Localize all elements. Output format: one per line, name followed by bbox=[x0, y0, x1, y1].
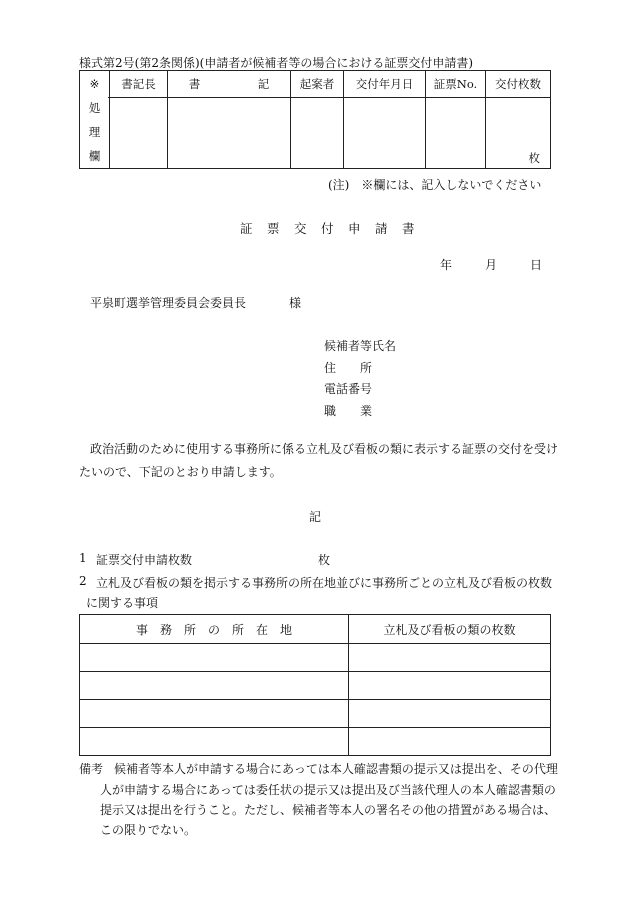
item1-unit: 枚 bbox=[318, 553, 331, 567]
side-char-ri: 理 bbox=[88, 125, 101, 139]
page-title: 証 票 交 付 申 請 書 bbox=[240, 221, 416, 236]
office-header-location: 事 務 所 の 所 在 地 bbox=[80, 615, 349, 644]
remarks-line2: 人が申請する場合にあっては委任状の提示又は提出及び当該代理人の本人確認書類の bbox=[100, 783, 556, 797]
header-shoki: 書 記 bbox=[168, 71, 291, 98]
item2-line2: に関する事項 bbox=[86, 596, 159, 610]
note: (注) ※欄には、記入しないでください bbox=[328, 178, 542, 192]
cell-kofu-count[interactable] bbox=[486, 98, 551, 169]
header-kianja: 起案者 bbox=[291, 71, 344, 98]
item1-label: 証票交付申請枚数 bbox=[96, 553, 193, 567]
item2-number: 2 bbox=[79, 574, 87, 588]
processing-side-label bbox=[80, 98, 110, 169]
table-row bbox=[80, 728, 551, 756]
header-shokicho: 書記長 bbox=[110, 71, 168, 98]
header-shohyo-no: 証票No. bbox=[426, 71, 486, 98]
office-count-cell[interactable] bbox=[349, 672, 551, 700]
cell-kofu-date[interactable] bbox=[344, 98, 426, 169]
table-row bbox=[80, 644, 551, 672]
cell-kianja[interactable] bbox=[291, 98, 344, 169]
office-header-count: 立札及び看板の類の枚数 bbox=[349, 615, 551, 644]
field-phone: 電話番号 bbox=[324, 382, 373, 396]
side-char-ran: 欄 bbox=[88, 149, 101, 163]
office-count-cell[interactable] bbox=[349, 728, 551, 756]
remarks-line1: 候補者等本人が申請する場合にあっては本人確認書類の提示又は提出を、その代理 bbox=[114, 762, 558, 776]
remarks-label: 備考 bbox=[79, 762, 104, 776]
merged-cell-cover bbox=[80, 97, 108, 99]
processing-mark: ※ bbox=[89, 77, 100, 91]
remarks-line3: 提示又は提出を行うこと。ただし、候補者等本人の署名その他の措置がある場合は、 bbox=[100, 803, 557, 817]
cell-shokicho[interactable] bbox=[110, 98, 168, 169]
addressee: 平泉町選挙管理委員会委員長 bbox=[90, 296, 247, 310]
cell-shohyo-no[interactable] bbox=[426, 98, 486, 169]
office-location-cell[interactable] bbox=[80, 700, 349, 728]
cell-shoki[interactable] bbox=[168, 98, 291, 169]
ki-heading: 記 bbox=[309, 510, 322, 524]
header-kofu-date: 交付年月日 bbox=[344, 71, 426, 98]
remarks-line4: この限りでない。 bbox=[100, 823, 197, 837]
body-paragraph-line1: 政治活動のために使用する事務所に係る立札及び看板の類に表示する証票の交付を受け bbox=[90, 442, 559, 456]
field-candidate-name: 候補者等氏名 bbox=[324, 339, 397, 353]
table-row bbox=[80, 700, 551, 728]
office-location-cell[interactable] bbox=[80, 672, 349, 700]
form-header: 様式第2号(第2条関係)(申請者が候補者等の場合における証票交付申請書) bbox=[79, 56, 473, 70]
office-location-cell[interactable] bbox=[80, 644, 349, 672]
office-table bbox=[79, 614, 551, 756]
office-count-cell[interactable] bbox=[349, 700, 551, 728]
date-line: 年 月 日 bbox=[440, 258, 546, 272]
office-location-cell[interactable] bbox=[80, 728, 349, 756]
body-paragraph-line2: たいので、下記のとおり申請します。 bbox=[79, 465, 282, 479]
processing-mark-cell bbox=[80, 71, 110, 98]
addressee-honorific: 様 bbox=[289, 296, 302, 310]
field-occupation: 職 業 bbox=[324, 404, 373, 418]
field-address: 住 所 bbox=[324, 361, 373, 375]
side-char-sho: 処 bbox=[88, 101, 101, 115]
count-unit: 枚 bbox=[528, 151, 540, 165]
item2-line1: 立札及び看板の類を掲示する事務所の所在地並びに事務所ごとの立札及び看板の枚数 bbox=[96, 576, 553, 590]
header-kofu-count: 交付枚数 bbox=[486, 71, 551, 98]
office-count-cell[interactable] bbox=[349, 644, 551, 672]
item1-number: 1 bbox=[79, 551, 87, 565]
processing-table bbox=[79, 70, 551, 169]
table-row bbox=[80, 672, 551, 700]
